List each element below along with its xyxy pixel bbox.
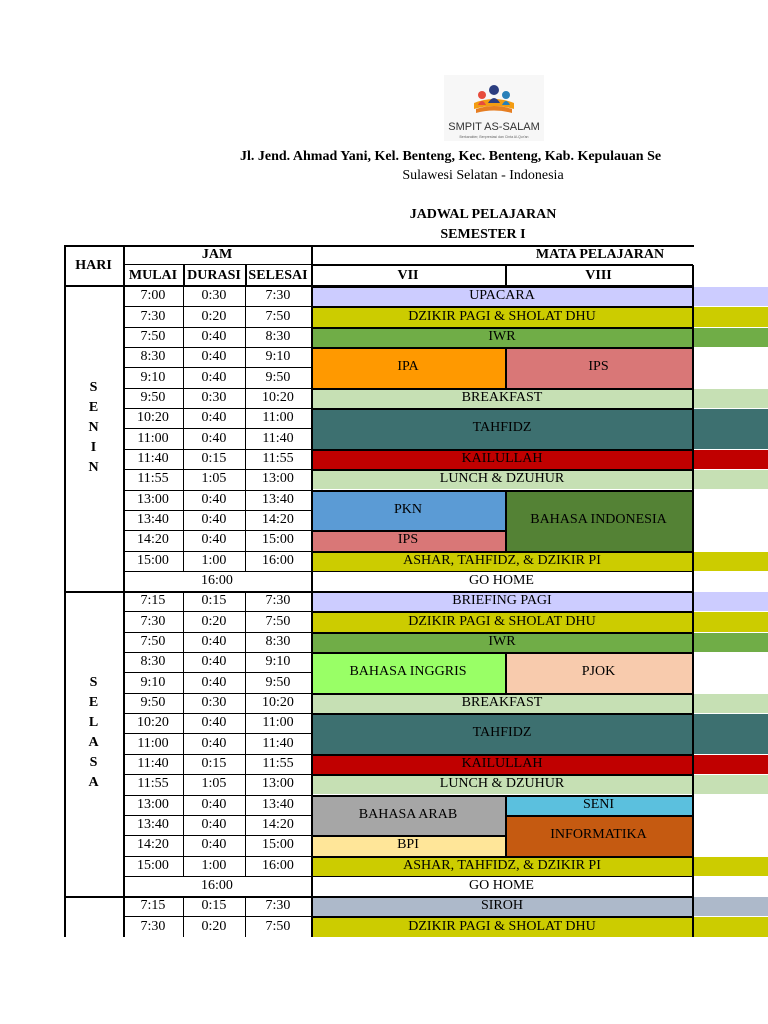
day-letter: A xyxy=(88,775,99,791)
mulai-cell: 13:40 xyxy=(137,817,169,833)
subject-block: KAILULLAH xyxy=(461,755,543,771)
mulai-cell: 11:40 xyxy=(137,450,169,466)
subject-block: IPS xyxy=(588,359,609,375)
hari-header: HARI xyxy=(75,257,112,273)
grid-line xyxy=(311,264,693,266)
selesai-cell: 15:00 xyxy=(262,532,294,548)
go-home-label: GO HOME xyxy=(469,573,534,589)
grid-line xyxy=(311,916,693,918)
mulai-cell: 8:30 xyxy=(140,654,166,670)
grid-line xyxy=(183,591,184,876)
grid-line xyxy=(123,754,311,755)
mulai-cell: 15:00 xyxy=(137,857,169,873)
grid-line xyxy=(183,286,184,571)
grid-line xyxy=(311,835,505,837)
durasi-cell: 0:40 xyxy=(201,817,227,833)
durasi-cell: 0:40 xyxy=(201,410,227,426)
grid-line xyxy=(311,469,693,471)
grid-line xyxy=(123,611,311,612)
grid-line xyxy=(311,754,693,756)
address-line-1: Jl. Jend. Ahmad Yani, Kel. Benteng, Kec. Benteng, Kab. Kepulauan Se xyxy=(240,149,662,164)
grid-line xyxy=(311,591,313,896)
durasi-cell: 0:15 xyxy=(201,898,227,914)
grid-line xyxy=(245,591,246,876)
selesai-cell: 13:40 xyxy=(262,796,294,812)
selesai-cell: 7:30 xyxy=(265,593,291,609)
subject-block: ASHAR, TAHFIDZ, & DZIKIR PI xyxy=(403,857,601,873)
mulai-cell: 13:00 xyxy=(137,796,169,812)
grid-line xyxy=(123,896,311,897)
mulai-cell: 11:40 xyxy=(137,755,169,771)
subject-block: IWR xyxy=(488,328,516,344)
durasi-cell: 0:40 xyxy=(201,532,227,548)
subject-block: INFORMATIKA xyxy=(550,827,647,843)
day-letter: L xyxy=(88,715,99,731)
grid-line xyxy=(311,611,693,613)
selesai-cell: 8:30 xyxy=(265,328,291,344)
durasi-cell: 0:20 xyxy=(201,918,227,934)
selesai-cell: 11:40 xyxy=(262,430,294,446)
grid-line xyxy=(123,916,311,917)
subject-block: LUNCH & DZUHUR xyxy=(439,471,565,487)
page-title: JADWAL PELAJARAN xyxy=(409,207,557,222)
selesai-cell: 7:50 xyxy=(265,918,291,934)
grid-line xyxy=(505,795,692,797)
durasi-cell: 1:05 xyxy=(201,776,227,792)
mulai-cell: 9:50 xyxy=(140,694,166,710)
grid-line xyxy=(245,896,246,937)
grid-line xyxy=(183,896,184,937)
selesai-header: SELESAI xyxy=(248,267,308,283)
subject-block: ASHAR, TAHFIDZ, & DZIKIR PI xyxy=(403,552,601,568)
kelas-viii-header: VIII xyxy=(585,267,612,283)
grid-line xyxy=(64,245,66,286)
day-letter: E xyxy=(88,400,99,416)
selesai-cell: 11:00 xyxy=(262,715,294,731)
mulai-cell: 7:15 xyxy=(140,593,166,609)
logo-name: SMPIT AS-SALAM xyxy=(448,121,540,133)
grid-line xyxy=(123,733,311,734)
day-letter: S xyxy=(89,675,98,691)
grid-line xyxy=(311,530,505,532)
mulai-cell: 7:15 xyxy=(140,898,166,914)
grid-line xyxy=(123,408,311,409)
grid-line xyxy=(505,347,507,388)
address-line-2: Sulawesi Selatan - Indonesia xyxy=(402,168,564,183)
grid-line xyxy=(123,510,311,511)
mulai-cell: 8:30 xyxy=(140,349,166,365)
mulai-cell: 11:55 xyxy=(137,471,169,487)
selesai-cell: 15:00 xyxy=(262,837,294,853)
grid-line xyxy=(505,795,507,815)
subject-block: BREAKFAST xyxy=(461,694,543,710)
subject-block: BREAKFAST xyxy=(461,389,543,405)
selesai-cell: 8:30 xyxy=(265,633,291,649)
mulai-cell: 7:50 xyxy=(140,328,166,344)
grid-line xyxy=(123,774,311,775)
grid-line xyxy=(123,571,693,572)
logo-tagline: Berkarakter, Berprestasi dan Cinta Al-Qur'an xyxy=(459,135,529,139)
grid-line xyxy=(123,449,311,450)
selesai-cell: 9:10 xyxy=(265,654,291,670)
grid-line xyxy=(311,286,693,288)
mulai-cell: 11:00 xyxy=(137,430,169,446)
grid-line xyxy=(123,632,311,633)
grid-line xyxy=(123,306,311,307)
selesai-cell: 11:55 xyxy=(262,450,294,466)
durasi-cell: 0:15 xyxy=(201,593,227,609)
durasi-cell: 0:40 xyxy=(201,654,227,670)
grid-line xyxy=(123,530,311,531)
mulai-cell: 14:20 xyxy=(137,837,169,853)
grid-line xyxy=(311,347,505,349)
selesai-cell: 11:40 xyxy=(262,735,294,751)
grid-line xyxy=(505,490,692,492)
mulai-cell: 7:50 xyxy=(140,633,166,649)
durasi-cell: 0:15 xyxy=(201,755,227,771)
grid-line xyxy=(311,327,693,329)
mulai-cell: 9:50 xyxy=(140,389,166,405)
grid-line xyxy=(123,652,311,653)
grid-line xyxy=(123,245,125,286)
durasi-cell: 0:40 xyxy=(201,491,227,507)
selesai-cell: 7:50 xyxy=(265,308,291,324)
grid-line xyxy=(123,264,311,265)
grid-line xyxy=(692,591,694,896)
subject-block: KAILULLAH xyxy=(461,450,543,466)
subject-block: TAHFIDZ xyxy=(472,725,532,741)
mata-pelajaran-header: MATA PELAJARAN xyxy=(535,247,665,262)
subject-block: LUNCH & DZUHUR xyxy=(439,776,565,792)
grid-line xyxy=(245,286,246,571)
subject-block: IPS xyxy=(397,532,419,548)
grid-line xyxy=(505,265,507,286)
selesai-cell: 9:50 xyxy=(265,369,291,385)
grid-line xyxy=(311,652,505,654)
grid-line xyxy=(505,347,692,349)
grid-line xyxy=(123,428,311,429)
day-letter: E xyxy=(88,695,99,711)
grid-line xyxy=(123,551,311,552)
selesai-cell: 10:20 xyxy=(262,389,294,405)
grid-line xyxy=(311,408,693,410)
durasi-cell: 0:40 xyxy=(201,633,227,649)
grid-line xyxy=(123,327,311,328)
semester-label: SEMESTER I xyxy=(440,227,526,242)
mulai-cell: 11:00 xyxy=(137,735,169,751)
grid-line xyxy=(692,286,694,591)
grid-line xyxy=(123,835,311,836)
day-name xyxy=(64,591,123,876)
grid-line xyxy=(311,551,693,553)
grid-line xyxy=(123,367,311,368)
grid-line xyxy=(311,896,693,898)
grid-line xyxy=(123,876,693,877)
selesai-cell: 11:55 xyxy=(262,755,294,771)
grid-line xyxy=(64,286,66,591)
grid-line xyxy=(245,265,247,286)
grid-line xyxy=(505,490,507,551)
day-letter: A xyxy=(88,735,99,751)
subject-block: DZIKIR PAGI & SHOLAT DHU xyxy=(408,613,596,629)
grid-line xyxy=(311,856,693,858)
selesai-cell: 14:20 xyxy=(262,512,294,528)
durasi-cell: 1:00 xyxy=(201,857,227,873)
mulai-cell: 10:20 xyxy=(137,715,169,731)
grid-line xyxy=(123,896,125,937)
grid-line xyxy=(311,286,313,591)
selesai-cell: 7:50 xyxy=(265,613,291,629)
durasi-cell: 0:40 xyxy=(201,430,227,446)
mulai-cell: 13:00 xyxy=(137,491,169,507)
grid-line xyxy=(692,896,694,937)
subject-block: DZIKIR PAGI & SHOLAT DHU xyxy=(408,308,596,324)
day-letter: N xyxy=(88,460,99,476)
durasi-cell: 0:40 xyxy=(201,328,227,344)
grid-line xyxy=(311,388,693,390)
durasi-cell: 0:40 xyxy=(201,837,227,853)
grid-line xyxy=(311,245,313,286)
go-home-label: GO HOME xyxy=(469,878,534,894)
selesai-cell: 7:30 xyxy=(265,898,291,914)
grid-line xyxy=(64,591,66,896)
grid-line xyxy=(311,490,505,492)
day-letter: S xyxy=(89,380,98,396)
subject-block: SENI xyxy=(582,796,615,812)
selesai-cell: 13:00 xyxy=(262,776,294,792)
durasi-cell: 0:40 xyxy=(201,349,227,365)
durasi-cell: 0:20 xyxy=(201,613,227,629)
mulai-cell: 7:00 xyxy=(140,288,166,304)
durasi-cell: 0:30 xyxy=(201,694,227,710)
mulai-cell: 13:40 xyxy=(137,512,169,528)
grid-line xyxy=(123,713,311,714)
day-letter: S xyxy=(89,755,98,771)
mulai-cell: 14:20 xyxy=(137,532,169,548)
mulai-cell: 10:20 xyxy=(137,410,169,426)
grid-line xyxy=(311,774,693,776)
durasi-cell: 0:40 xyxy=(201,674,227,690)
grid-line xyxy=(311,713,693,715)
grid-line xyxy=(311,896,313,937)
grid-line xyxy=(311,306,693,308)
subject-block: DZIKIR PAGI & SHOLAT DHU xyxy=(408,918,596,934)
subject-block: BAHASA INDONESIA xyxy=(530,512,667,528)
mulai-cell: 9:10 xyxy=(140,369,166,385)
grid-line xyxy=(505,815,692,817)
grid-line xyxy=(123,469,311,470)
mulai-cell: 7:30 xyxy=(140,613,166,629)
grid-line xyxy=(123,286,311,287)
subject-block: BAHASA ARAB xyxy=(358,806,458,822)
grid-line xyxy=(183,265,185,286)
day-letter: N xyxy=(88,420,99,436)
subject-block: PJOK xyxy=(581,664,616,680)
go-home-time: 16:00 xyxy=(201,878,233,894)
grid-line xyxy=(123,490,311,491)
grid-line xyxy=(123,347,311,348)
mulai-cell: 15:00 xyxy=(137,552,169,568)
selesai-cell: 13:00 xyxy=(262,471,294,487)
durasi-cell: 0:40 xyxy=(201,796,227,812)
durasi-cell: 0:30 xyxy=(201,288,227,304)
durasi-cell: 1:05 xyxy=(201,471,227,487)
mulai-cell: 11:55 xyxy=(137,776,169,792)
grid-line xyxy=(123,591,125,896)
subject-block: TAHFIDZ xyxy=(472,420,532,436)
selesai-cell: 13:40 xyxy=(262,491,294,507)
selesai-cell: 10:20 xyxy=(262,694,294,710)
durasi-cell: 0:40 xyxy=(201,715,227,731)
durasi-cell: 0:30 xyxy=(201,389,227,405)
subject-block: IWR xyxy=(488,633,516,649)
mulai-header: MULAI xyxy=(128,267,178,283)
subject-block: IPA xyxy=(397,359,419,375)
durasi-cell: 0:40 xyxy=(201,512,227,528)
grid-line xyxy=(311,795,505,797)
grid-line xyxy=(311,591,693,593)
grid-line xyxy=(505,652,692,654)
subject-block: BPI xyxy=(397,837,419,853)
durasi-cell: 0:40 xyxy=(201,735,227,751)
grid-line xyxy=(64,245,694,247)
grid-line xyxy=(505,652,507,693)
selesai-cell: 11:00 xyxy=(262,410,294,426)
mulai-cell: 7:30 xyxy=(140,308,166,324)
durasi-cell: 0:20 xyxy=(201,308,227,324)
durasi-cell: 1:00 xyxy=(201,552,227,568)
grid-line xyxy=(123,856,311,857)
kelas-vii-header: VII xyxy=(397,267,419,283)
day-letter: I xyxy=(90,440,97,456)
subject-block: UPACARA xyxy=(469,288,535,304)
grid-line xyxy=(692,265,694,286)
grid-line xyxy=(123,693,311,694)
grid-line xyxy=(123,388,311,389)
grid-line xyxy=(123,591,311,592)
mulai-cell: 9:10 xyxy=(140,674,166,690)
grid-line xyxy=(311,632,693,634)
durasi-header: DURASI xyxy=(187,267,241,283)
selesai-cell: 14:20 xyxy=(262,817,294,833)
selesai-cell: 16:00 xyxy=(262,857,294,873)
grid-line xyxy=(311,449,693,451)
grid-line xyxy=(64,896,66,937)
subject-block: BAHASA INGGRIS xyxy=(349,664,467,680)
durasi-cell: 0:15 xyxy=(201,450,227,466)
selesai-cell: 9:10 xyxy=(265,349,291,365)
subject-block: SIROH xyxy=(480,898,523,914)
grid-line xyxy=(505,815,507,856)
grid-line xyxy=(311,693,693,695)
mulai-cell: 7:30 xyxy=(140,918,166,934)
grid-line xyxy=(123,286,125,591)
selesai-cell: 7:30 xyxy=(265,288,291,304)
grid-line xyxy=(123,795,311,796)
go-home-time: 16:00 xyxy=(201,573,233,589)
selesai-cell: 9:50 xyxy=(265,674,291,690)
subject-block: PKN xyxy=(393,501,422,517)
durasi-cell: 0:40 xyxy=(201,369,227,385)
day-name xyxy=(64,286,123,571)
day-name xyxy=(64,896,123,937)
selesai-cell: 16:00 xyxy=(262,552,294,568)
grid-line xyxy=(123,815,311,816)
jam-header: JAM xyxy=(201,247,233,262)
subject-block: BRIEFING PAGI xyxy=(452,593,552,609)
grid-line xyxy=(123,672,311,673)
